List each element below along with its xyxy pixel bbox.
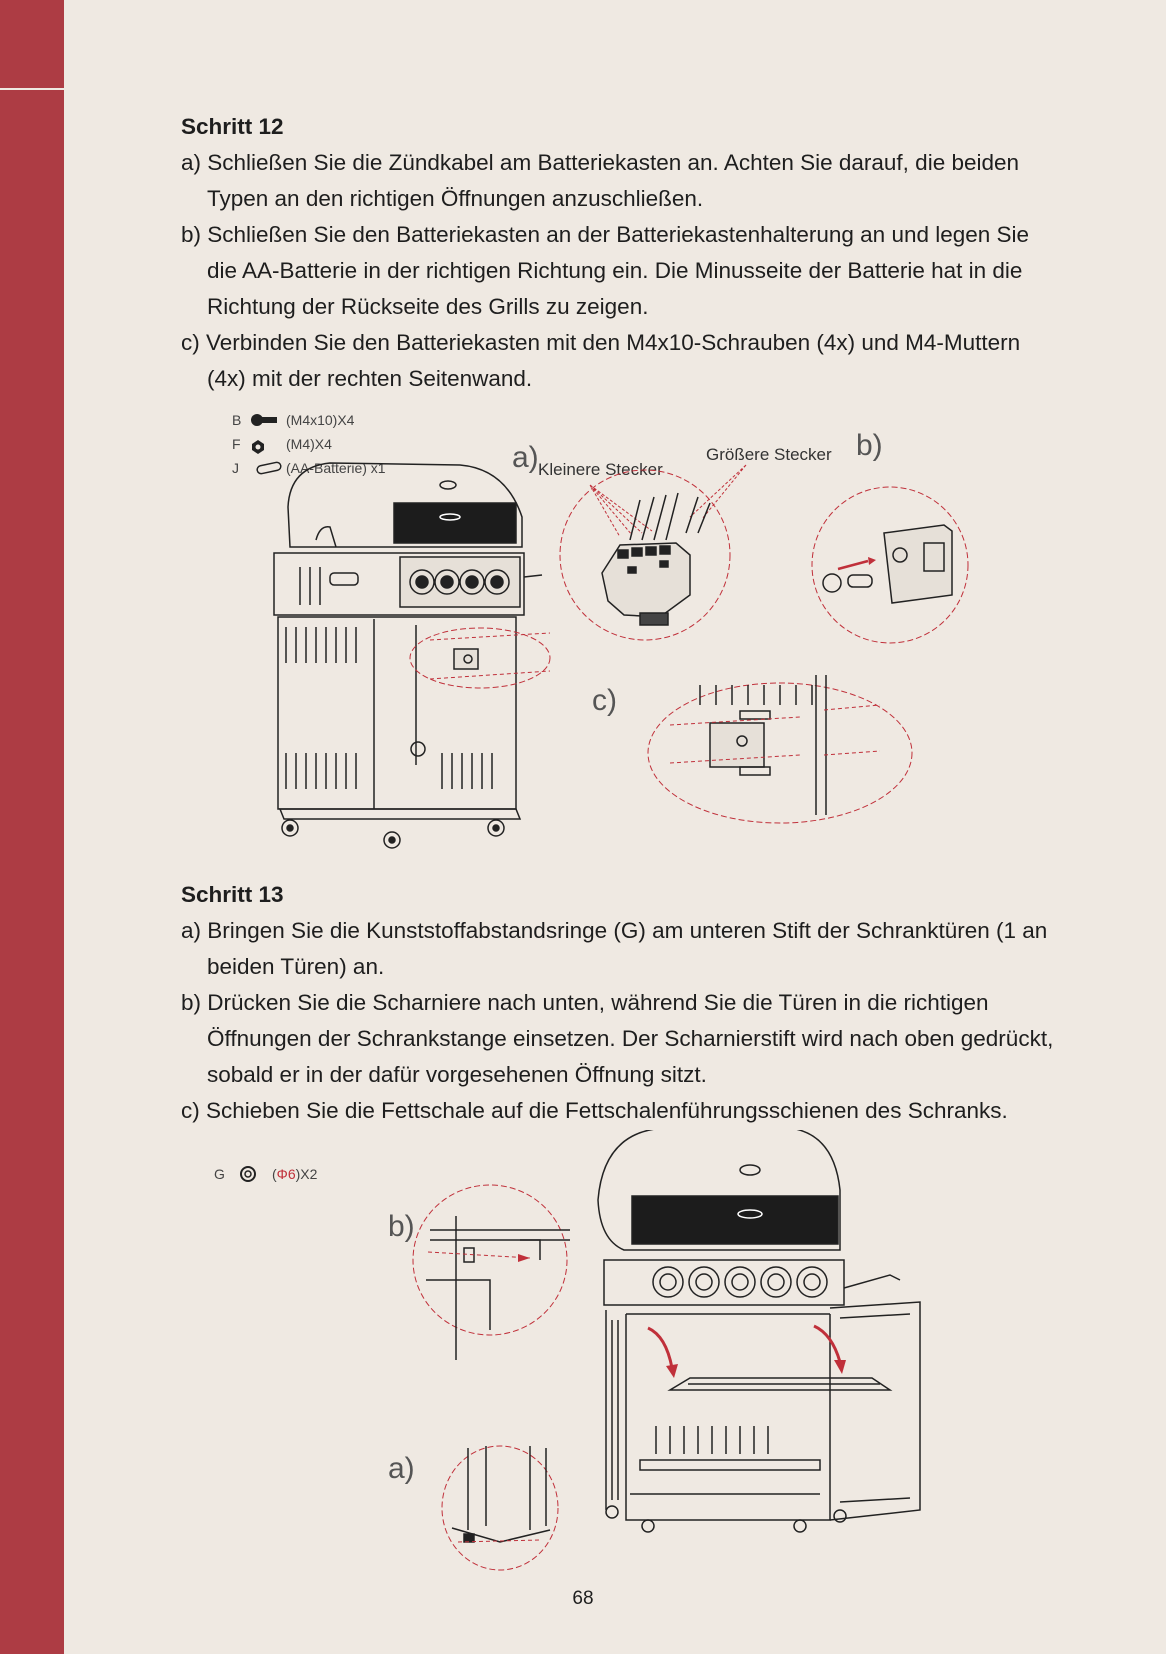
step-12-item-b: b) Schließen Sie den Batteriekasten an der Batteriekastenhalterung an und legen Sie die AA-Batterie in der richtigen Richtung ein. Die Minusseite der Batterie hat in die Richtung der Rückseite des Grills zu zeigen. — [181, 222, 1030, 319]
step-12-item-c: c) Verbinden Sie den Batteriekasten mit den M4x10-Schrauben (4x) und M4-Muttern (4x) mit der rechten Seitenwand. — [181, 330, 1021, 391]
part-letter: G — [214, 1166, 225, 1182]
spacer-ring-detail — [442, 1446, 558, 1570]
part-label-suffix: )X2 — [295, 1166, 318, 1182]
step-13-figure — [200, 1130, 980, 1580]
step-12-item-a: a) Schließen Sie die Zündkabel am Batteriekasten an. Achten Sie darauf, die beiden Typen an den richtigen Öffnungen anzuschließen. — [181, 150, 1020, 211]
battery-icon — [256, 462, 281, 475]
callout-a-label: a) — [512, 441, 539, 474]
step-12-list — [181, 145, 1061, 397]
grill-illustration — [274, 463, 542, 848]
part-label: (AA-Batterie) x1 — [286, 460, 386, 476]
part-label-symbol: Φ6 — [276, 1166, 296, 1182]
parts-list — [214, 1166, 318, 1182]
step-13-item-b: b) Drücken Sie die Scharniere nach unten, während Sie die Türen in die richtigen Öffnungen der Schrankstange einsetzen. Der Scharnierstift wird nach oben gedrückt, sobald er in der dafür vorgesehenen Öffnung sitzt. — [181, 990, 1054, 1087]
step-12-section — [181, 109, 1061, 397]
side-wall-detail — [648, 675, 912, 823]
step-13-section — [181, 877, 1061, 1129]
battery-box-detail — [812, 487, 968, 643]
door-hinge-arrows — [648, 1326, 846, 1378]
mounting-detail-marker — [410, 628, 550, 688]
large-plugs-label: Größere Stecker — [706, 445, 832, 464]
small-plugs-label: Kleinere Stecker — [538, 460, 663, 479]
part-letter: F — [232, 436, 241, 452]
grill-open-cabinet-illustration — [598, 1130, 920, 1532]
nut-icon — [252, 440, 264, 454]
spacer-ring-icon — [241, 1167, 255, 1181]
sidebar-divider — [0, 88, 64, 90]
ignition-plugs-detail — [560, 465, 746, 640]
page-number: 68 — [572, 1588, 594, 1609]
step-12-figure — [220, 405, 980, 875]
callout-c-label: c) — [592, 684, 617, 717]
parts-list — [232, 412, 386, 476]
part-label: (M4x10)X4 — [286, 412, 355, 428]
step-13-heading: Schritt 13 — [181, 882, 284, 907]
part-letter: B — [232, 412, 242, 428]
part-letter: J — [232, 460, 239, 476]
part-label: (M4)X4 — [286, 436, 332, 452]
step-12-heading: Schritt 12 — [181, 114, 284, 139]
screw-icon — [251, 414, 277, 426]
step-13-list — [181, 913, 1061, 1129]
step-13-item-a: a) Bringen Sie die Kunststoffabstandsringe (G) am unteren Stift der Schranktüren (1 an beiden Türen) an. — [181, 918, 1048, 979]
svg-text:(Φ6)X2 — [272, 1166, 318, 1182]
callout-b-label: b) — [856, 429, 883, 462]
step-13-item-c: c) Schieben Sie die Fettschale auf die Fettschalenführungsschienen des Schranks. — [181, 1098, 1008, 1123]
callout-b-label: b) — [388, 1210, 415, 1243]
callout-a-label: a) — [388, 1452, 415, 1485]
part-label-prefix: ( — [272, 1166, 277, 1182]
sidebar-band — [0, 0, 64, 1654]
hinge-detail — [413, 1185, 570, 1360]
